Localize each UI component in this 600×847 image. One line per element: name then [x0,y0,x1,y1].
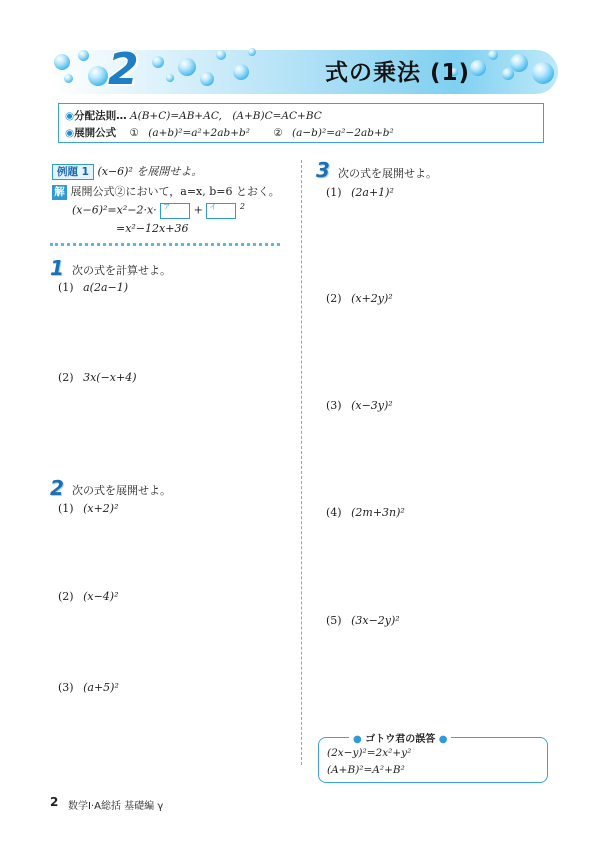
bubble-decoration [88,66,108,86]
question-instruction: 次の式を展開せよ。 [338,167,437,180]
problem-expr: (3x−2y)² [351,614,400,627]
problem-item [326,399,393,412]
blank-mark: イ [209,202,217,211]
solution-tag: 解 [52,185,67,200]
example-solution [52,183,280,200]
bubble-decoration [166,74,174,82]
problem-item [326,186,394,199]
column-divider [301,160,302,765]
bubble-decoration [233,64,249,80]
problem-expr: (x−4)² [83,590,119,603]
question-number: 1 [50,256,64,280]
problem-label: (5) [326,614,342,627]
key-label: 展開公式 [74,127,117,139]
example-tag: 例題 1 [52,164,94,180]
problem-expr: a(2a−1) [83,281,129,294]
problem-expr: (a+5)² [83,681,119,694]
solution-text: 展開公式②において，a=x, b=6 とおく。 [70,185,280,198]
bubble-decoration [178,58,196,76]
solution-line-2: =x²−12x+36 [116,222,189,235]
plus-sign: + [193,203,203,217]
bubble-decoration [152,56,164,68]
bubble-decoration [64,74,73,83]
page-title: 式の乗法 (1) [324,60,470,86]
mistake-line: (2x−y)²=2x²+y² [327,747,412,759]
example-problem [52,163,202,180]
mistake-title-text: ゴトウ君の誤答 [365,734,436,745]
key-label: 分配法則… [74,110,127,122]
problem-expr: (x+2y)² [351,292,393,305]
key-row-distributive [65,108,322,123]
problem-label: (4) [326,506,342,519]
bullet-icon: ◉ [65,127,75,139]
problem-label: (1) [58,281,74,294]
problem-label: (2) [326,292,342,305]
problem-item [58,590,119,603]
bubble-decoration [200,72,214,86]
key-formula: (a−b)²=a²−2ab+b² [292,127,394,139]
problem-item [58,681,119,694]
book-title: 数学Ⅰ·A総括 基礎編 γ [68,801,164,812]
question-instruction: 次の式を計算せよ。 [72,264,171,277]
mistake-box [318,734,548,783]
mistake-line: (A+B)²=A²+B² [327,764,405,776]
key-row-expansion [65,125,394,140]
key-formula: (a+b)²=a²+2ab+b² [148,127,250,139]
key-formula: A(B+C)=AB+AC, (A+B)C=AC+BC [130,110,322,122]
bubble-decoration [216,50,226,60]
answer-blank-a[interactable] [160,203,190,219]
example-text: (x−6)² を展開せよ。 [97,165,203,178]
mistake-title [349,730,451,745]
question-instruction: 次の式を展開せよ。 [72,484,171,497]
bubble-decoration [54,54,70,70]
bubble-decoration [248,48,256,56]
problem-item [58,371,137,384]
chapter-header [48,44,558,100]
problem-expr: (x+2)² [83,502,119,515]
problem-label: (3) [326,399,342,412]
page-number: 2 [50,795,59,809]
answer-blank-i[interactable] [206,203,236,219]
bullet-icon: ● [353,734,362,745]
problem-label: (1) [326,186,342,199]
section-separator [50,243,280,246]
problem-expr: (x−3y)² [351,399,393,412]
bubble-decoration [470,60,486,76]
bubble-decoration [532,62,554,84]
blank-mark: ア [163,202,171,211]
chapter-number: 2 [108,44,139,95]
problem-expr: 3x(−x+4) [83,371,137,384]
solution-expr: (x−6)²=x²−2·x· [72,203,157,217]
problem-item [58,502,119,515]
formula-number: ① [129,127,139,139]
question-number: 3 [316,158,330,182]
problem-item [326,292,393,305]
bullet-icon: ● [438,734,448,745]
bubble-decoration [78,50,89,61]
exponent: 2 [239,202,245,211]
problem-item [326,614,400,627]
problem-label: (2) [58,590,74,603]
problem-expr: (2a+1)² [351,186,394,199]
problem-label: (1) [58,502,74,515]
bullet-icon: ◉ [65,110,75,122]
key-formula-box [58,103,544,143]
problem-label: (2) [58,371,74,384]
problem-label: (3) [58,681,74,694]
problem-item [326,506,405,519]
question-number: 2 [50,476,64,500]
bubble-decoration [510,54,528,72]
problem-expr: (2m+3n)² [351,506,405,519]
bubble-decoration [488,50,498,60]
problem-item [58,281,128,294]
solution-line-1 [72,202,245,219]
formula-number: ② [273,127,283,139]
